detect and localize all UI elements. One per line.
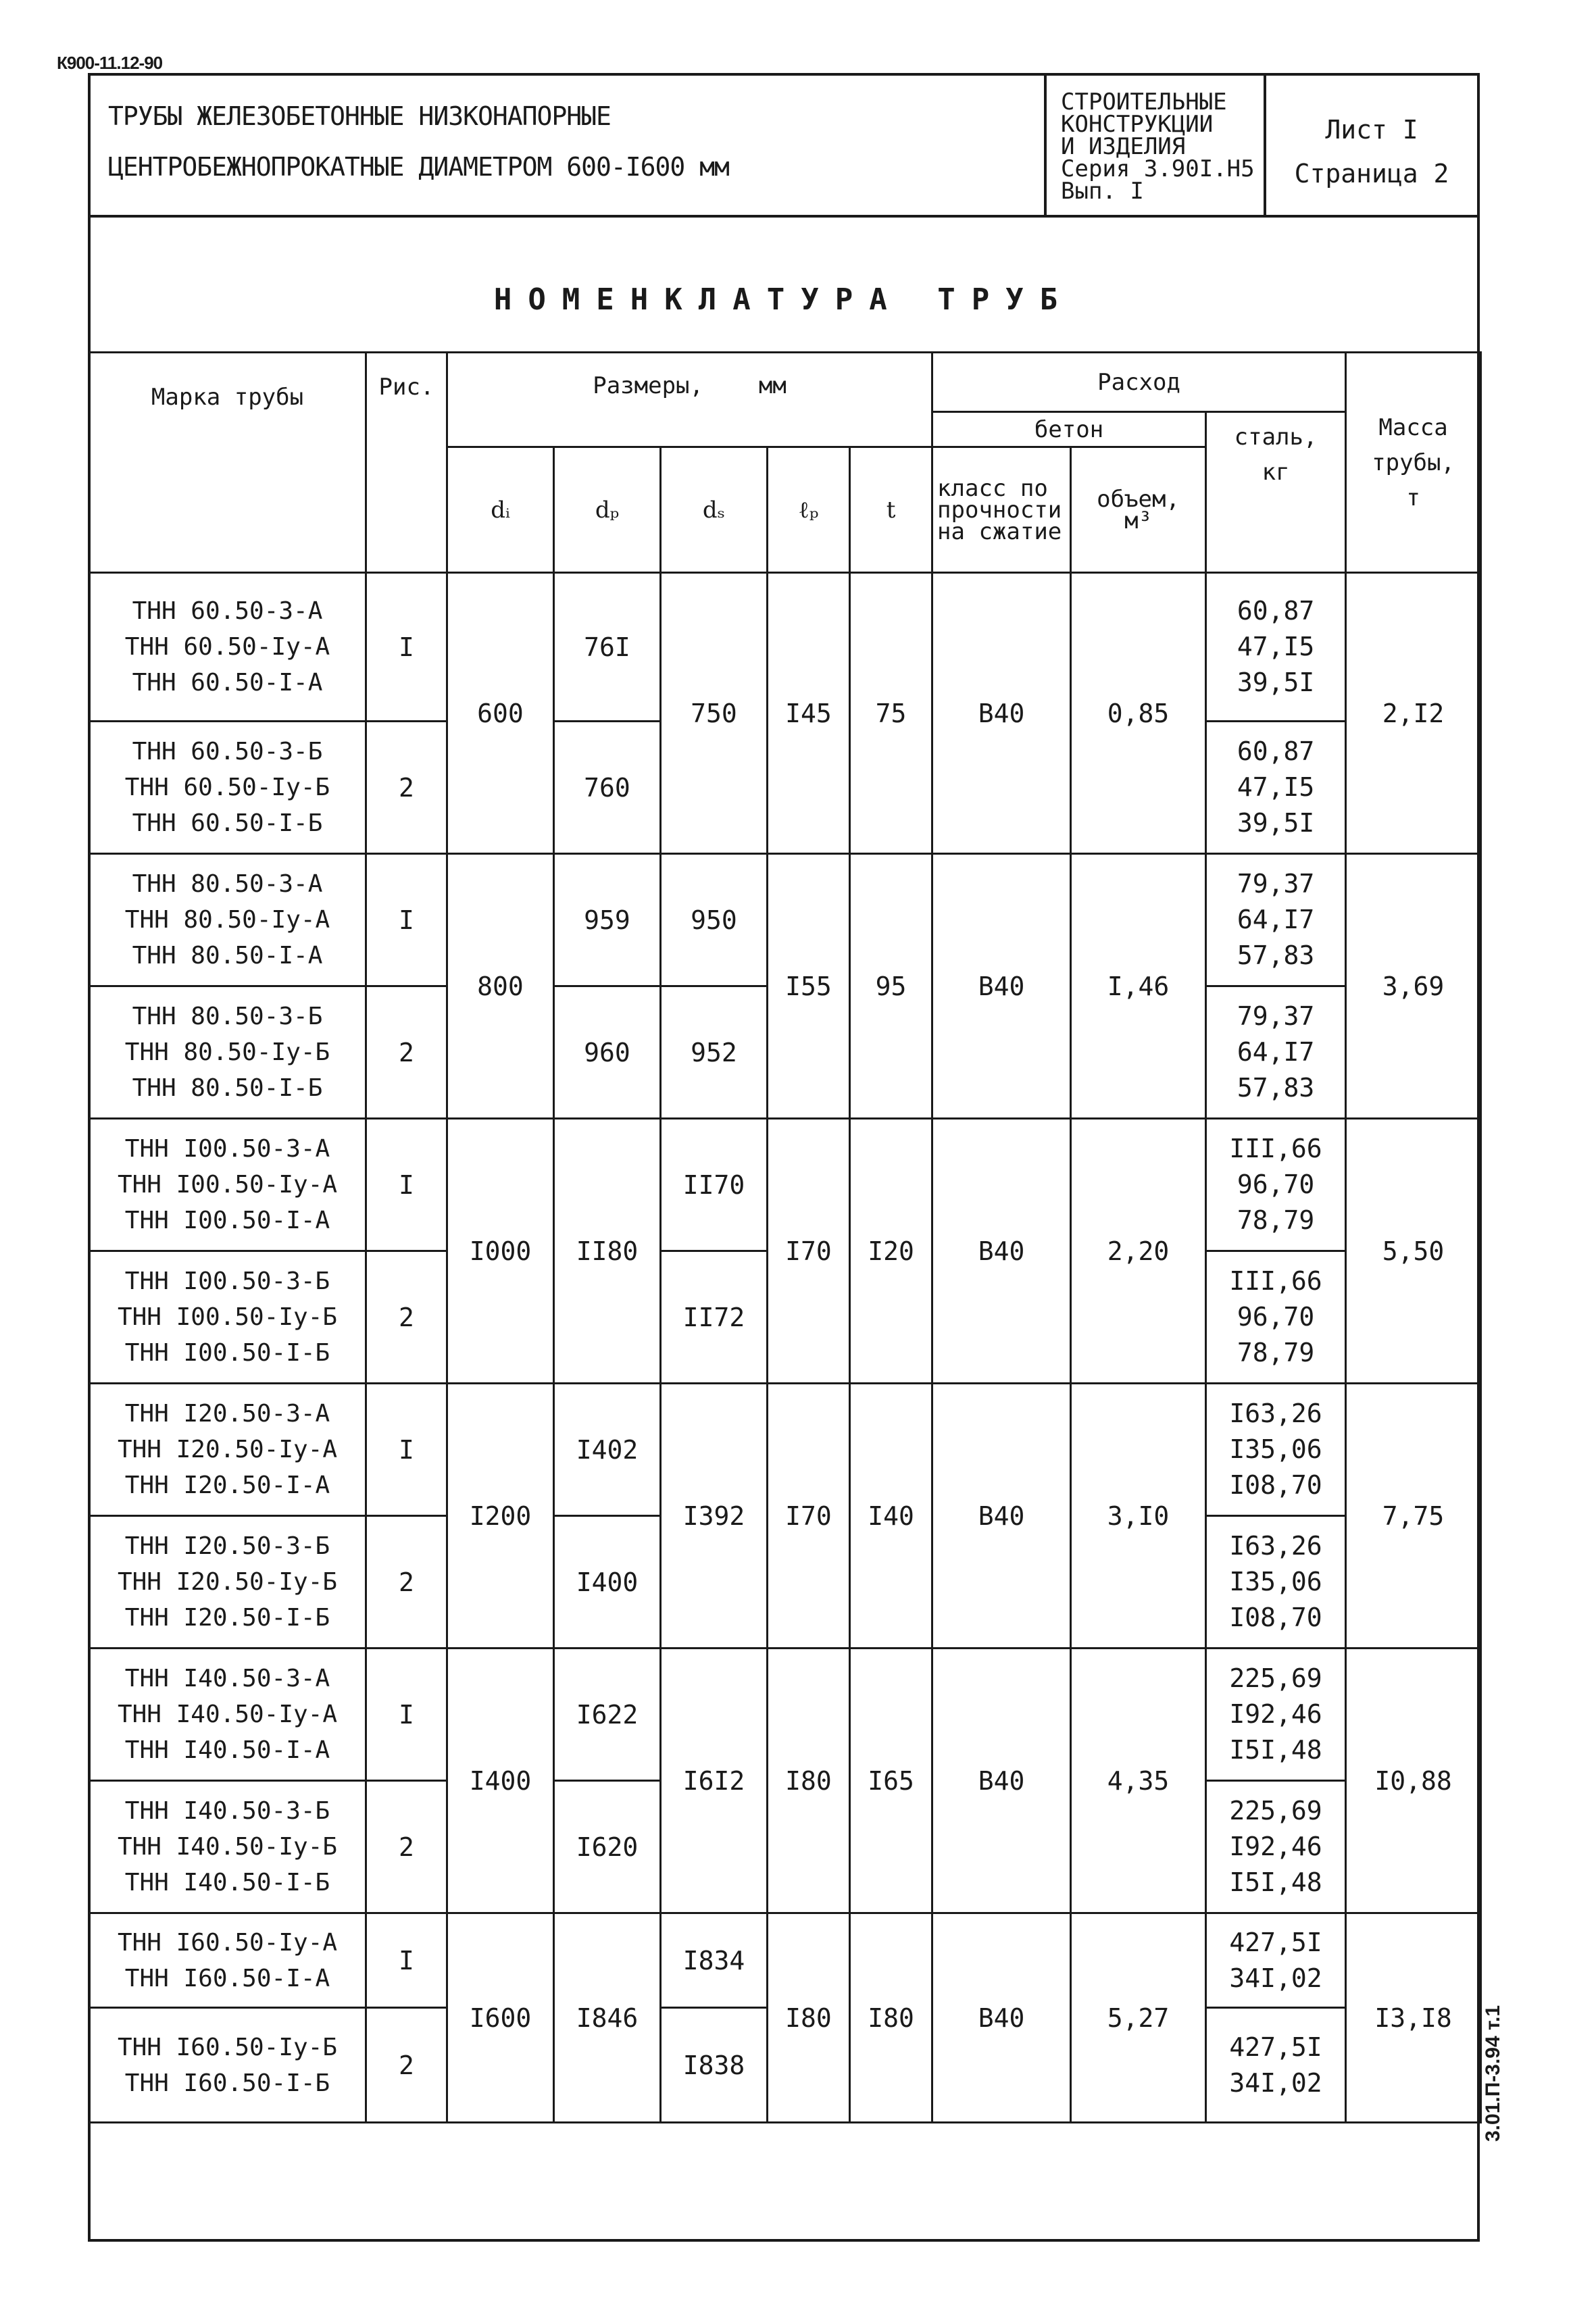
cell-lp: I80 — [768, 1649, 850, 1913]
cell-dp: 960 — [554, 986, 661, 1119]
cell-fig: 2 — [366, 1516, 447, 1649]
cell-mass: I3,I8 — [1346, 1913, 1481, 2123]
steel-value: 39,5I — [1237, 808, 1315, 838]
cell-dp: I620 — [554, 1781, 661, 1913]
cell-dp: 959 — [554, 854, 661, 986]
cell-marks — [89, 2008, 366, 2123]
cell-marks — [89, 1516, 366, 1649]
cell-volume: I,46 — [1071, 854, 1206, 1119]
steel-value: 64,I7 — [1237, 905, 1315, 934]
steel-value: 57,83 — [1237, 940, 1315, 970]
pipe-mark: ТНН 60.50-I-Б — [132, 809, 323, 837]
steel-value: I35,06 — [1229, 1567, 1322, 1596]
cell-t: 95 — [850, 854, 932, 1119]
col-ds-header: dₛ — [661, 447, 768, 573]
cell-fig: 2 — [366, 1781, 447, 1913]
cell-steel — [1206, 1251, 1346, 1384]
cell-fig: I — [366, 1913, 447, 2008]
cell-marks — [89, 573, 366, 722]
table-row — [89, 1384, 1481, 1516]
cell-di: I200 — [447, 1384, 554, 1649]
cell-mass: 5,50 — [1346, 1119, 1481, 1384]
cell-steel — [1206, 2008, 1346, 2123]
pipe-mark: ТНН I40.50-I-А — [124, 1736, 330, 1764]
steel-value: I92,46 — [1229, 1832, 1322, 1861]
cell-ds: I6I2 — [661, 1649, 768, 1913]
cell-steel — [1206, 1384, 1346, 1516]
cell-steel — [1206, 722, 1346, 854]
header-vline-2 — [1264, 73, 1266, 216]
steel-value: 47,I5 — [1237, 772, 1315, 802]
steel-value: 47,I5 — [1237, 632, 1315, 661]
cell-marks — [89, 1119, 366, 1251]
col-sizes-header: Размеры, мм — [447, 353, 932, 447]
cell-marks — [89, 1384, 366, 1516]
cell-lp: I80 — [768, 1913, 850, 2123]
cell-fig: 2 — [366, 986, 447, 1119]
steel-value: 78,79 — [1237, 1205, 1315, 1235]
steel-value: 60,87 — [1237, 596, 1315, 626]
steel-value: 78,79 — [1237, 1338, 1315, 1367]
steel-value: 34I,02 — [1229, 1963, 1322, 1993]
steel-value: I08,70 — [1229, 1470, 1322, 1500]
pipe-mark: ТНН I00.50-3-А — [124, 1135, 330, 1163]
pipe-mark: ТНН I20.50-Iу-А — [117, 1436, 338, 1463]
cell-mass: I0,88 — [1346, 1649, 1481, 1913]
pipe-mark: ТНН 60.50-I-А — [132, 669, 323, 697]
cell-steel — [1206, 1781, 1346, 1913]
cell-marks — [89, 722, 366, 854]
cell-ds: I838 — [661, 2008, 768, 2123]
steel-value: 225,69 — [1229, 1796, 1322, 1826]
pipe-mark: ТНН I20.50-I-Б — [124, 1604, 330, 1632]
cell-volume: 3,I0 — [1071, 1384, 1206, 1649]
table-row — [89, 1649, 1481, 1781]
cell-steel — [1206, 854, 1346, 986]
cell-mass: 2,I2 — [1346, 573, 1481, 854]
cell-di: 800 — [447, 854, 554, 1119]
steel-value: III,66 — [1229, 1266, 1322, 1296]
col-steel-header: сталь, кг — [1206, 412, 1346, 573]
pipe-mark: ТНН 80.50-I-А — [132, 942, 323, 970]
nomenclature-table — [88, 351, 1482, 2295]
steel-value: 64,I7 — [1237, 1037, 1315, 1067]
cell-t: 75 — [850, 573, 932, 854]
pipe-mark: ТНН 80.50-Iу-Б — [124, 1038, 330, 1066]
cell-marks — [89, 1251, 366, 1384]
pipe-mark: ТНН I60.50-I-Б — [124, 2069, 330, 2097]
pipe-mark: ТНН I40.50-3-А — [124, 1665, 330, 1692]
steel-value: I63,26 — [1229, 1531, 1322, 1561]
pipe-mark: ТНН 80.50-3-А — [132, 870, 323, 898]
steel-value: I08,70 — [1229, 1603, 1322, 1632]
cell-t: I40 — [850, 1384, 932, 1649]
cell-di: 600 — [447, 573, 554, 854]
cell-volume: 4,35 — [1071, 1649, 1206, 1913]
cell-dp: 760 — [554, 722, 661, 854]
cell-class: В40 — [932, 1119, 1071, 1384]
cell-ds: II70 — [661, 1119, 768, 1251]
pipe-mark: ТНН 80.50-Iу-А — [124, 906, 330, 934]
cell-lp: I45 — [768, 573, 850, 854]
steel-value: 79,37 — [1237, 869, 1315, 899]
steel-value: 96,70 — [1237, 1169, 1315, 1199]
steel-value: 39,5I — [1237, 668, 1315, 697]
cell-fig: 2 — [366, 1251, 447, 1384]
pipe-mark: ТНН 60.50-Iу-А — [124, 633, 330, 661]
cell-lp: I55 — [768, 854, 850, 1119]
cell-volume: 2,20 — [1071, 1119, 1206, 1384]
pipe-mark: ТНН I60.50-Iу-Б — [117, 2033, 338, 2061]
steel-value: I92,46 — [1229, 1699, 1322, 1729]
col-lp-header: ℓₚ — [768, 447, 850, 573]
pipe-mark: ТНН 60.50-3-Б — [132, 738, 323, 765]
steel-value: 427,5I — [1229, 1927, 1322, 1957]
pipe-mark: ТНН I00.50-I-Б — [124, 1339, 330, 1367]
cell-steel — [1206, 1119, 1346, 1251]
pipe-mark: ТНН I60.50-Iу-А — [117, 1928, 338, 1957]
cell-steel — [1206, 1649, 1346, 1781]
cell-fig: I — [366, 1119, 447, 1251]
col-mark-header: Марка трубы — [89, 353, 366, 573]
cell-fig: I — [366, 573, 447, 722]
cell-class: В40 — [932, 573, 1071, 854]
cell-marks — [89, 1913, 366, 2008]
table-row — [89, 573, 1481, 722]
series-line-1: СТРОИТЕЛЬНЫЕ — [1061, 89, 1227, 116]
cell-fig: 2 — [366, 722, 447, 854]
table-row — [89, 1119, 1481, 1251]
pipe-mark: ТНН I00.50-Iу-А — [117, 1171, 338, 1199]
pipe-mark: ТНН I40.50-3-Б — [124, 1797, 330, 1825]
cell-ds: 750 — [661, 573, 768, 854]
col-dp-header: dₚ — [554, 447, 661, 573]
cell-fig: I — [366, 1384, 447, 1516]
cell-ds: II72 — [661, 1251, 768, 1384]
steel-value: 60,87 — [1237, 736, 1315, 766]
pipe-mark: ТНН 60.50-3-А — [132, 597, 323, 625]
pipe-mark: ТНН I20.50-Iу-Б — [117, 1568, 338, 1596]
cell-steel — [1206, 1516, 1346, 1649]
cell-lp: I70 — [768, 1384, 850, 1649]
cell-marks — [89, 854, 366, 986]
pipe-mark: ТНН I00.50-3-Б — [124, 1267, 330, 1295]
cell-dp: I400 — [554, 1516, 661, 1649]
cell-class: В40 — [932, 1913, 1071, 2123]
steel-value: I5I,48 — [1229, 1735, 1322, 1765]
series-line-5: Вып. I — [1061, 178, 1144, 205]
title-line-1: ТРУБЫ ЖЕЛЕЗОБЕТОННЫЕ НИЗКОНАПОРНЫЕ — [108, 101, 611, 131]
cell-dp: II80 — [554, 1119, 661, 1384]
col-t-header: t — [850, 447, 932, 573]
steel-value: 225,69 — [1229, 1663, 1322, 1693]
vertical-code: 3.01.П-3.94 т.1 — [1482, 2005, 1504, 2142]
series-block — [1061, 91, 1264, 203]
cell-t: I20 — [850, 1119, 932, 1384]
pipe-mark: ТНН I40.50-I-Б — [124, 1869, 330, 1896]
cell-dp: I846 — [554, 1913, 661, 2123]
cell-ds: 950 — [661, 854, 768, 986]
cell-di: I600 — [447, 1913, 554, 2123]
steel-value: III,66 — [1229, 1134, 1322, 1163]
page-number: Страница 2 — [1294, 159, 1449, 188]
table-row — [89, 854, 1481, 986]
series-line-3: И ИЗДЕЛИЯ — [1061, 133, 1186, 160]
cell-marks — [89, 1781, 366, 1913]
col-consumption-header: Расход — [932, 353, 1346, 412]
sheet-number: Лист I — [1325, 115, 1418, 145]
cell-steel — [1206, 986, 1346, 1119]
cell-ds: 952 — [661, 986, 768, 1119]
cell-volume: 0,85 — [1071, 573, 1206, 854]
cell-volume: 5,27 — [1071, 1913, 1206, 2123]
cell-dp: I402 — [554, 1384, 661, 1516]
cell-steel — [1206, 1913, 1346, 2008]
col-class-header: класс по прочности на сжатие — [932, 447, 1071, 573]
series-line-4: Серия 3.90I.Н5 — [1061, 155, 1255, 182]
col-concrete-header: бетон — [932, 412, 1206, 447]
pipe-mark: ТНН I40.50-Iу-Б — [117, 1833, 338, 1861]
table-caption: НОМЕНКЛАТУРА ТРУБ — [493, 282, 1074, 317]
cell-dp: I622 — [554, 1649, 661, 1781]
pipe-mark: ТНН I20.50-3-Б — [124, 1532, 330, 1560]
header-vline-1 — [1044, 73, 1047, 216]
cell-dp: 76I — [554, 573, 661, 722]
cell-mass: 7,75 — [1346, 1384, 1481, 1649]
cell-fig: 2 — [366, 2008, 447, 2123]
cell-mass: 3,69 — [1346, 854, 1481, 1119]
cell-ds: I392 — [661, 1384, 768, 1649]
steel-value: 34I,02 — [1229, 2067, 1322, 2098]
steel-value: 96,70 — [1237, 1302, 1315, 1332]
pipe-mark: ТНН I00.50-I-А — [124, 1207, 330, 1234]
cell-fig: I — [366, 854, 447, 986]
steel-value: I5I,48 — [1229, 1867, 1322, 1897]
pipe-mark: ТНН I20.50-I-А — [124, 1472, 330, 1499]
col-di-header: dᵢ — [447, 447, 554, 573]
document-code: К900-11.12-90 — [57, 53, 163, 73]
cell-class: В40 — [932, 1384, 1071, 1649]
steel-value: 57,83 — [1237, 1073, 1315, 1103]
cell-steel — [1206, 573, 1346, 722]
pipe-mark: ТНН I40.50-Iу-А — [117, 1701, 338, 1728]
cell-t: I65 — [850, 1649, 932, 1913]
table-row — [89, 1913, 1481, 2008]
blank-cell — [89, 2123, 1481, 2295]
blank-row — [89, 2123, 1481, 2295]
table-body — [89, 573, 1481, 2295]
series-line-2: КОНСТРУКЦИИ — [1061, 111, 1214, 138]
cell-marks — [89, 986, 366, 1119]
col-fig-header: Рис. — [366, 353, 447, 573]
cell-t: I80 — [850, 1913, 932, 2123]
col-mass-header: Масса трубы, т — [1346, 353, 1481, 573]
col-volume-header: объем, м³ — [1071, 447, 1206, 573]
cell-di: I400 — [447, 1649, 554, 1913]
cell-class: В40 — [932, 1649, 1071, 1913]
steel-value: I35,06 — [1229, 1434, 1322, 1464]
pipe-mark: ТНН 80.50-3-Б — [132, 1003, 323, 1030]
pipe-mark: ТНН I00.50-Iу-Б — [117, 1303, 338, 1331]
header-divider — [88, 215, 1480, 218]
cell-ds: I834 — [661, 1913, 768, 2008]
cell-fig: I — [366, 1649, 447, 1781]
pipe-mark: ТНН 60.50-Iу-Б — [124, 774, 330, 801]
steel-value: 79,37 — [1237, 1001, 1315, 1031]
cell-marks — [89, 1649, 366, 1781]
steel-value: I63,26 — [1229, 1399, 1322, 1428]
pipe-mark: ТНН 80.50-I-Б — [132, 1074, 323, 1102]
cell-lp: I70 — [768, 1119, 850, 1384]
title-line-2: ЦЕНТРОБЕЖНОПРОКАТНЫЕ ДИАМЕТРОМ 600-I600 мм — [108, 152, 729, 182]
pipe-mark: ТНН I60.50-I-А — [124, 1964, 330, 1992]
cell-di: I000 — [447, 1119, 554, 1384]
steel-value: 427,5I — [1229, 2032, 1322, 2062]
cell-class: В40 — [932, 854, 1071, 1119]
pipe-mark: ТНН I20.50-3-А — [124, 1400, 330, 1428]
